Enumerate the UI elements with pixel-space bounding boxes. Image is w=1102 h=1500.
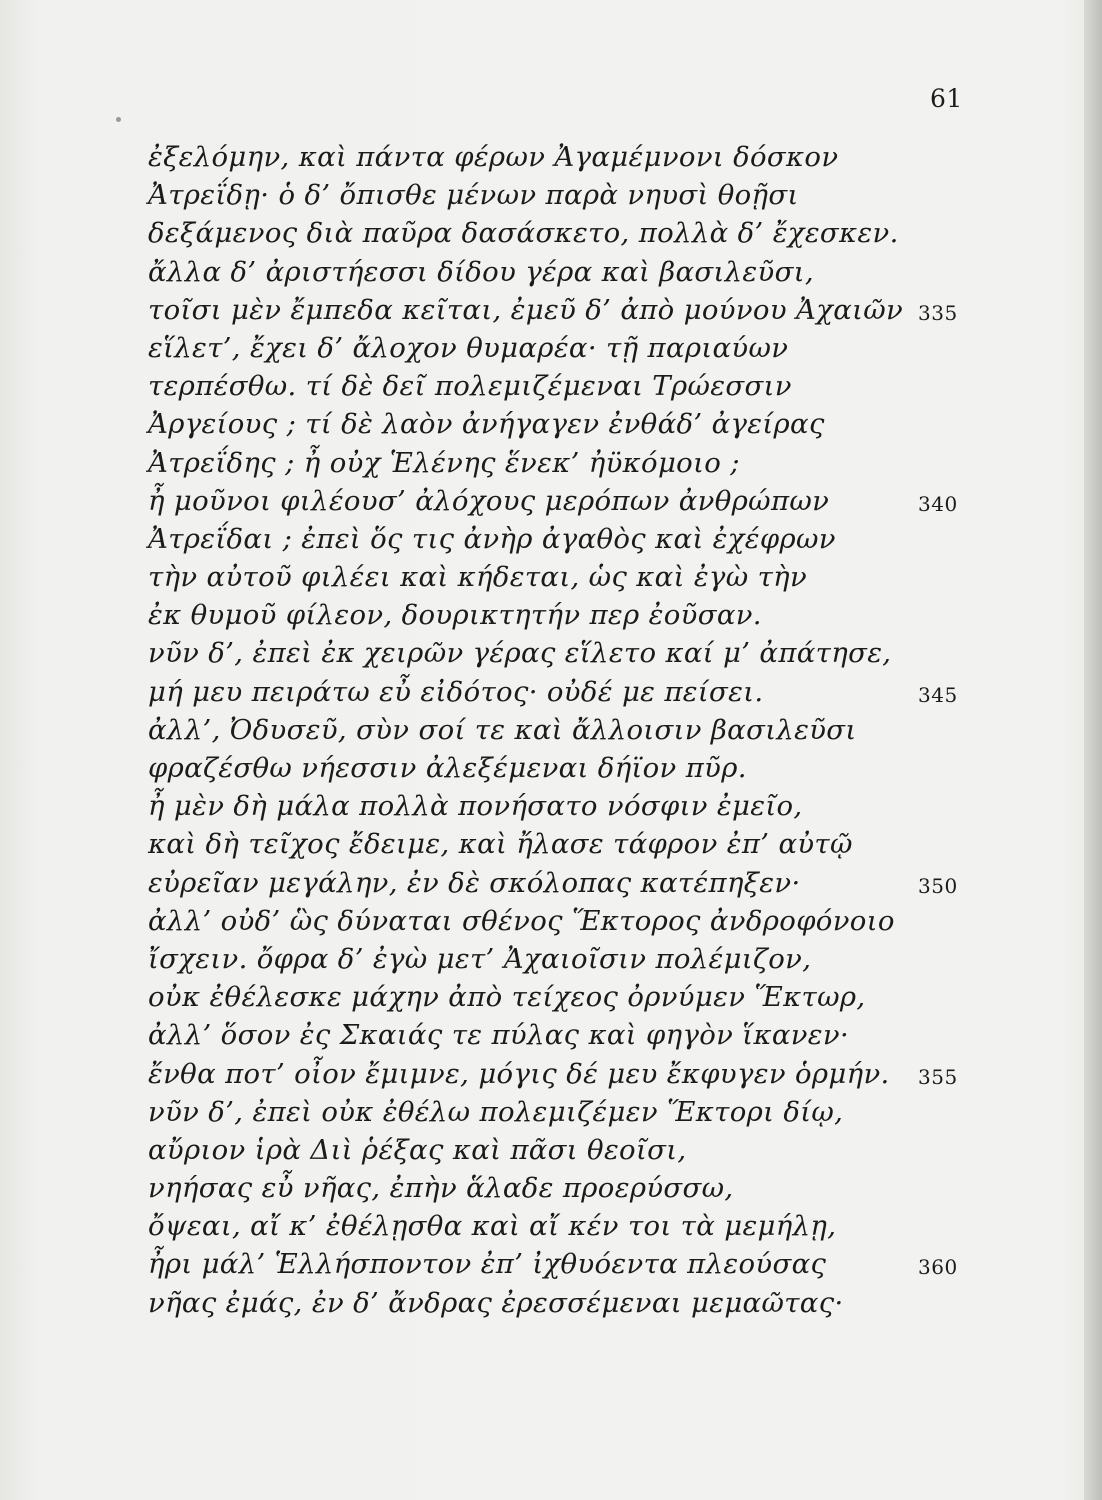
verse-line: [148, 825, 968, 863]
line-number: 335: [918, 300, 958, 325]
verse-text: νηήσας εὖ νῆας, ἐπὴν ἅλαδε προερύσσω,: [148, 1172, 734, 1205]
verse-text: ἦ μὲν δὴ μάλα πολλὰ πονήσατο νόσφιν ἐμεῖο,: [148, 790, 803, 823]
page-speck: [116, 117, 121, 122]
line-number: 360: [918, 1255, 958, 1280]
verse-text: Ἀτρεΐδῃ· ὁ δ’ ὄπισθε μένων παρὰ νηυσὶ θοῇσι: [148, 179, 799, 212]
verse-line: [148, 291, 968, 329]
verse-text: ἦ μοῦνοι φιλέουσ’ ἀλόχους μερόπων ἀνθρώπων: [148, 484, 830, 517]
verse-text: μή μευ πειράτω εὖ εἰδότος· οὐδέ με πείσει.: [148, 675, 764, 708]
verse-text: οὐκ ἐθέλεσκε μάχην ἀπὸ τείχεος ὀρνύμεν Ἕκτωρ,: [148, 981, 866, 1014]
verse-text: καὶ δὴ τεῖχος ἔδειμε, καὶ ἤλασε τάφρον ἐπ’ αὐτῷ: [148, 828, 853, 861]
verse-text: Ἀτρεΐδης ; ἦ οὐχ Ἑλένης ἕνεκ’ ἠϋκόμοιο ;: [148, 446, 740, 479]
verse-line: [148, 1207, 968, 1245]
verse-line: [148, 214, 968, 252]
verse-line: [148, 520, 968, 558]
verse-line: [148, 444, 968, 482]
verse-text: ἀλλ’ ὅσον ἐς Σκαιάς τε πύλας καὶ φηγὸν ἵκανεν·: [148, 1019, 850, 1052]
verse-text: ἐξελόμην, καὶ πάντα φέρων Ἀγαμέμνονι δόσκον: [148, 141, 839, 173]
verse-line: [148, 558, 968, 596]
verse-line: [148, 673, 968, 711]
verse-text: Ἀτρεΐδαι ; ἐπεὶ ὅς τις ἀνὴρ ἀγαθὸς καὶ ἐχέφρων: [148, 522, 836, 555]
verse-text: ἐκ θυμοῦ φίλεον, δουρικτητήν περ ἐοῦσαν.: [148, 599, 762, 632]
verse-text: τερπέσθω. τί δὲ δεῖ πολεμιζέμεναι Τρώεσσιν: [148, 370, 792, 403]
verse-text: ὄψεαι, αἴ κ’ ἐθέλῃσθα καὶ αἴ κέν τοι τὰ μεμήλῃ,: [148, 1210, 837, 1243]
verse-text: νῦν δ’, ἐπεὶ ἐκ χειρῶν γέρας εἵλετο καί μ’ ἀπάτησε,: [148, 637, 892, 670]
verse-text: νῆας ἐμάς, ἐν δ’ ἄνδρας ἐρεσσέμεναι μεμαῶτας·: [148, 1286, 844, 1319]
line-number: 345: [918, 682, 958, 707]
page-edge-shadow: [1084, 0, 1102, 1500]
verse-line: [148, 978, 968, 1016]
verse-text: ἔνθα ποτ’ οἶον ἔμιμνε, μόγις δέ μευ ἔκφυγεν ὁρμήν.: [148, 1057, 890, 1090]
verse-line: [148, 902, 968, 940]
page-number: 61: [930, 84, 963, 113]
verse-line: [148, 1131, 968, 1169]
verse-text: τοῖσι μὲν ἔμπεδα κεῖται, ἐμεῦ δ’ ἀπὸ μούνου Ἀχαιῶν: [148, 293, 904, 326]
verse-text: Ἀργείους ; τί δὲ λαὸν ἀνήγαγεν ἐνθάδ’ ἀγείρας: [148, 408, 825, 441]
verse-text: δεξάμενος διὰ παῦρα δασάσκετο, πολλὰ δ’ ἔχεσκεν.: [148, 217, 899, 250]
verse-line: [148, 1016, 968, 1054]
verse-line: [148, 482, 968, 520]
verse-text: εἵλετ’, ἔχει δ’ ἄλοχον θυμαρέα· τῇ παριαύων: [148, 331, 789, 364]
verse-line: [148, 596, 968, 634]
line-number: 355: [918, 1064, 958, 1089]
verse-line: [148, 1169, 968, 1207]
verse-text: ἦρι μάλ’ Ἑλλήσποντον ἐπ’ ἰχθυόεντα πλεούσας: [148, 1248, 827, 1281]
verse-line: [148, 787, 968, 825]
verse-line: [148, 634, 968, 672]
verse-line: [148, 176, 968, 214]
verse-line: [148, 711, 968, 749]
verse-text: ἄλλα δ’ ἀριστήεσσι δίδου γέρα καὶ βασιλεῦσι,: [148, 255, 814, 288]
line-number: 350: [918, 873, 958, 898]
verse-line: [148, 1245, 968, 1283]
verse-line: [148, 1055, 968, 1093]
verse-text: ἴσχειν. ὄφρα δ’ ἐγὼ μετ’ Ἀχαιοῖσιν πολέμιζον,: [148, 942, 812, 975]
verse-text: εὐρεῖαν μεγάλην, ἐν δὲ σκόλοπας κατέπηξεν·: [148, 866, 801, 899]
verse-line: [148, 367, 968, 405]
verse-text: ἀλλ’ οὐδ’ ὣς δύναται σθένος Ἕκτορος ἀνδροφόνοιο: [148, 904, 895, 937]
verse-text: αὔριον ἱρὰ Διὶ ῥέξας καὶ πᾶσι θεοῖσι,: [148, 1133, 687, 1166]
verse-text: φραζέσθω νήεσσιν ἀλεξέμεναι δήϊον πῦρ.: [148, 752, 747, 784]
verse-line: [148, 749, 968, 787]
verse-text: ἀλλ’, Ὀδυσεῦ, σὺν σοί τε καὶ ἄλλοισιν βασιλεῦσι: [148, 713, 857, 746]
verse-text: τὴν αὐτοῦ φιλέει καὶ κήδεται, ὡς καὶ ἐγὼ τὴν: [148, 561, 808, 594]
verse-line: [148, 1093, 968, 1131]
verse-list: [148, 138, 968, 1322]
verse-line: [148, 405, 968, 443]
verse-line: [148, 253, 968, 291]
verse-text: νῦν δ’, ἐπεὶ οὐκ ἐθέλω πολεμιζέμεν Ἕκτορι δίῳ,: [148, 1095, 844, 1128]
verse-line: [148, 138, 968, 176]
verse-line: [148, 864, 968, 902]
verse-line: [148, 329, 968, 367]
verse-line: [148, 940, 968, 978]
line-number: 340: [918, 491, 958, 516]
verse-line: [148, 1284, 968, 1322]
